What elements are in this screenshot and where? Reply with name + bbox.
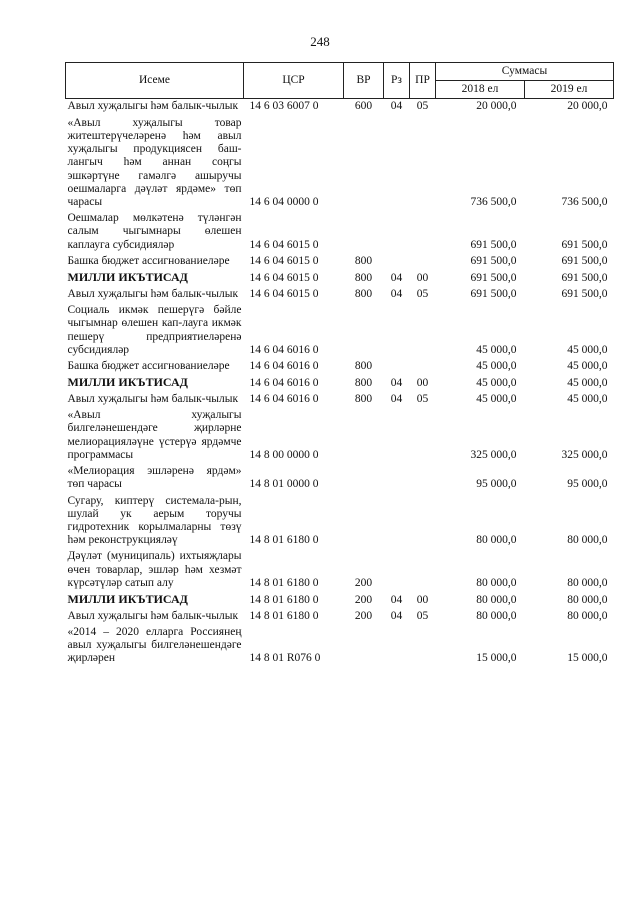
row-name: Авыл хуҗалыгы һәм балык-чылык bbox=[67, 609, 239, 622]
row-csr: 14 8 01 0000 0 bbox=[249, 478, 319, 491]
row-sum-2018: 736 500,0 bbox=[470, 195, 517, 208]
table-header bbox=[66, 63, 614, 99]
row-rz bbox=[384, 625, 410, 668]
table-row bbox=[66, 609, 614, 625]
table-row bbox=[66, 464, 614, 493]
table-row bbox=[66, 359, 614, 375]
row-csr: 14 8 01 6180 0 bbox=[249, 593, 319, 606]
table-row bbox=[66, 549, 614, 592]
row-sum-2018: 80 000,0 bbox=[476, 576, 517, 589]
header-pr: ПР bbox=[410, 63, 436, 99]
row-sum-2019: 80 000,0 bbox=[567, 534, 608, 547]
page-number: 248 bbox=[310, 34, 330, 49]
row-vr bbox=[344, 303, 384, 359]
row-sum-2019: 691 500,0 bbox=[561, 287, 608, 300]
row-sum-2019: 80 000,0 bbox=[567, 576, 608, 589]
row-sum-2018: 691 500,0 bbox=[470, 271, 517, 284]
row-csr: 14 8 00 0000 0 bbox=[249, 448, 319, 461]
row-pr bbox=[410, 116, 436, 212]
row-csr: 14 8 01 6180 0 bbox=[249, 534, 319, 547]
header-year-2018: 2018 ел bbox=[436, 81, 525, 99]
row-sum-2018: 45 000,0 bbox=[476, 392, 517, 405]
row-csr: 14 6 04 6016 0 bbox=[249, 376, 319, 389]
row-sum-2018: 80 000,0 bbox=[476, 534, 517, 547]
row-name: «Мелиорация эшләренә ярдәм» төп чарасы bbox=[67, 465, 242, 491]
row-rz bbox=[384, 549, 410, 592]
row-csr: 14 8 01 6180 0 bbox=[249, 609, 319, 622]
row-name: «Авыл хуҗалыгы билгеләнешендәге җирләрне мелиорацияләүне үстерүә ярдәмче программасы bbox=[67, 409, 242, 461]
row-vr bbox=[344, 494, 384, 550]
row-pr: 00 bbox=[416, 376, 429, 389]
row-sum-2018: 325 000,0 bbox=[470, 448, 517, 461]
table-row bbox=[66, 116, 614, 212]
row-name: Оешмалар мөлкәтенә түләнгән салым чыгымнары өлешен каплауга субсидияләр bbox=[67, 212, 242, 251]
row-vr: 800 bbox=[354, 359, 373, 372]
row-rz bbox=[384, 303, 410, 359]
row-sum-2018: 45 000,0 bbox=[476, 359, 517, 372]
row-name: Башка бюджет ассигнованиеләре bbox=[67, 254, 230, 267]
table-row bbox=[66, 592, 614, 609]
row-name: МИЛЛИ ИКЪТИСАД bbox=[67, 270, 188, 285]
header-rz: Рз bbox=[384, 63, 410, 99]
budget-table bbox=[65, 62, 614, 668]
row-vr bbox=[344, 211, 384, 254]
table-row bbox=[66, 270, 614, 287]
row-pr bbox=[410, 549, 436, 592]
row-vr: 800 bbox=[354, 392, 373, 405]
row-sum-2019: 691 500,0 bbox=[561, 238, 608, 251]
row-rz: 04 bbox=[390, 593, 403, 606]
row-sum-2019: 80 000,0 bbox=[567, 593, 608, 606]
row-pr: 05 bbox=[416, 609, 429, 622]
row-pr bbox=[410, 254, 436, 270]
row-csr: 14 6 04 6016 0 bbox=[249, 359, 319, 372]
row-rz: 04 bbox=[390, 376, 403, 389]
table-row bbox=[66, 494, 614, 550]
row-pr bbox=[410, 303, 436, 359]
row-pr bbox=[410, 494, 436, 550]
row-sum-2018: 15 000,0 bbox=[476, 652, 517, 665]
row-sum-2019: 20 000,0 bbox=[567, 100, 608, 113]
row-sum-2019: 45 000,0 bbox=[567, 343, 608, 356]
row-sum-2018: 691 500,0 bbox=[470, 287, 517, 300]
row-sum-2018: 20 000,0 bbox=[476, 100, 517, 113]
row-sum-2019: 95 000,0 bbox=[567, 478, 608, 491]
row-csr: 14 6 04 0000 0 bbox=[249, 195, 319, 208]
row-sum-2019: 80 000,0 bbox=[567, 609, 608, 622]
row-rz bbox=[384, 211, 410, 254]
row-vr bbox=[344, 464, 384, 493]
row-csr: 14 6 04 6015 0 bbox=[249, 287, 319, 300]
row-pr bbox=[410, 211, 436, 254]
row-vr: 800 bbox=[354, 271, 373, 284]
row-pr: 05 bbox=[416, 392, 429, 405]
row-vr: 800 bbox=[354, 287, 373, 300]
table-row bbox=[66, 303, 614, 359]
row-name: Дәүләт (муниципаль) ихтыяҗлары өчен товарлар, эшләр һәм хезмәт күрсәтүләр сатып алу bbox=[67, 550, 242, 589]
row-rz: 04 bbox=[390, 271, 403, 284]
row-sum-2019: 45 000,0 bbox=[567, 376, 608, 389]
row-sum-2018: 691 500,0 bbox=[470, 254, 517, 267]
table-row bbox=[66, 625, 614, 668]
row-csr: 14 6 04 6016 0 bbox=[249, 343, 319, 356]
row-name: МИЛЛИ ИКЪТИСАД bbox=[67, 592, 188, 607]
table-row bbox=[66, 254, 614, 270]
row-vr bbox=[344, 625, 384, 668]
table-row bbox=[66, 211, 614, 254]
row-vr: 800 bbox=[354, 376, 373, 389]
row-sum-2019: 45 000,0 bbox=[567, 392, 608, 405]
row-sum-2018: 45 000,0 bbox=[476, 376, 517, 389]
row-csr: 14 6 04 6015 0 bbox=[249, 271, 319, 284]
row-vr: 200 bbox=[354, 609, 373, 622]
row-pr: 05 bbox=[416, 287, 429, 300]
row-pr: 00 bbox=[416, 271, 429, 284]
row-csr: 14 6 04 6015 0 bbox=[249, 238, 319, 251]
row-csr: 14 6 04 6015 0 bbox=[249, 254, 319, 267]
row-vr: 200 bbox=[354, 593, 373, 606]
row-sum-2019: 691 500,0 bbox=[561, 254, 608, 267]
row-pr: 00 bbox=[416, 593, 429, 606]
row-name: Авыл хуҗалыгы һәм балык-чылык bbox=[67, 287, 239, 300]
row-vr bbox=[344, 116, 384, 212]
budget-table-container bbox=[65, 62, 613, 668]
header-year-2019: 2019 ел bbox=[525, 81, 614, 99]
row-pr bbox=[410, 625, 436, 668]
table-row bbox=[66, 287, 614, 303]
row-name: Сугару, киптерү системала-рын, шулай ук аерым торучы гидротехник корылмаларны төзү һәм реконструкцияләү bbox=[67, 494, 242, 547]
header-name: Исеме bbox=[66, 63, 244, 99]
row-sum-2019: 736 500,0 bbox=[561, 195, 608, 208]
row-name: Башка бюджет ассигнованиеләре bbox=[67, 359, 230, 372]
header-vr: ВР bbox=[344, 63, 384, 99]
row-rz bbox=[384, 494, 410, 550]
row-vr: 200 bbox=[354, 576, 373, 589]
row-pr bbox=[410, 359, 436, 375]
header-sums: Суммасы bbox=[436, 63, 614, 81]
table-row bbox=[66, 408, 614, 464]
row-rz: 04 bbox=[390, 100, 403, 113]
row-sum-2019: 15 000,0 bbox=[567, 652, 608, 665]
row-rz bbox=[384, 116, 410, 212]
row-name: Авыл хуҗалыгы һәм балык-чылык bbox=[67, 392, 239, 405]
table-row bbox=[66, 99, 614, 116]
row-rz bbox=[384, 359, 410, 375]
row-name: «Авыл хуҗалыгы товар житештерүчеләренә һәм авыл хуҗалыгы продукциясен баш-лангыч һәм аннан соңгы эшкәртүне гамәлгә ашыручы оешмаларга дәүләт ярдәме» төп чарасы bbox=[67, 116, 242, 208]
table-body bbox=[66, 99, 614, 668]
row-sum-2019: 325 000,0 bbox=[561, 448, 608, 461]
row-rz: 04 bbox=[390, 609, 403, 622]
row-sum-2019: 45 000,0 bbox=[567, 359, 608, 372]
row-name: Авыл хуҗалыгы һәм балык-чылык bbox=[67, 100, 239, 113]
row-sum-2018: 80 000,0 bbox=[476, 609, 517, 622]
row-rz bbox=[384, 408, 410, 464]
row-rz bbox=[384, 464, 410, 493]
row-rz: 04 bbox=[390, 392, 403, 405]
row-pr: 05 bbox=[416, 100, 429, 113]
row-vr bbox=[344, 408, 384, 464]
row-csr: 14 8 01 R076 0 bbox=[249, 652, 321, 665]
table-row bbox=[66, 392, 614, 408]
row-rz bbox=[384, 254, 410, 270]
row-name: «2014 – 2020 елларга Россиянең авыл хуҗалыгы билгеләнешендәге җирләрен bbox=[67, 626, 242, 665]
row-sum-2018: 691 500,0 bbox=[470, 238, 517, 251]
header-csr: ЦСР bbox=[244, 63, 344, 99]
row-vr: 800 bbox=[354, 254, 373, 267]
row-sum-2018: 80 000,0 bbox=[476, 593, 517, 606]
row-csr: 14 6 03 6007 0 bbox=[249, 100, 319, 113]
row-sum-2018: 95 000,0 bbox=[476, 478, 517, 491]
row-rz: 04 bbox=[390, 287, 403, 300]
row-vr: 600 bbox=[354, 100, 373, 113]
row-csr: 14 8 01 6180 0 bbox=[249, 576, 319, 589]
row-pr bbox=[410, 408, 436, 464]
row-sum-2019: 691 500,0 bbox=[561, 271, 608, 284]
table-row bbox=[66, 375, 614, 392]
row-name: МИЛЛИ ИКЪТИСАД bbox=[67, 375, 188, 390]
row-pr bbox=[410, 464, 436, 493]
row-csr: 14 6 04 6016 0 bbox=[249, 392, 319, 405]
row-name: Социаль икмәк пешерүгә бәйле чыгымнар өлешен кап-лауга икмәк пешерү предприятиеләренә субсидияләр bbox=[67, 304, 242, 356]
row-sum-2018: 45 000,0 bbox=[476, 343, 517, 356]
